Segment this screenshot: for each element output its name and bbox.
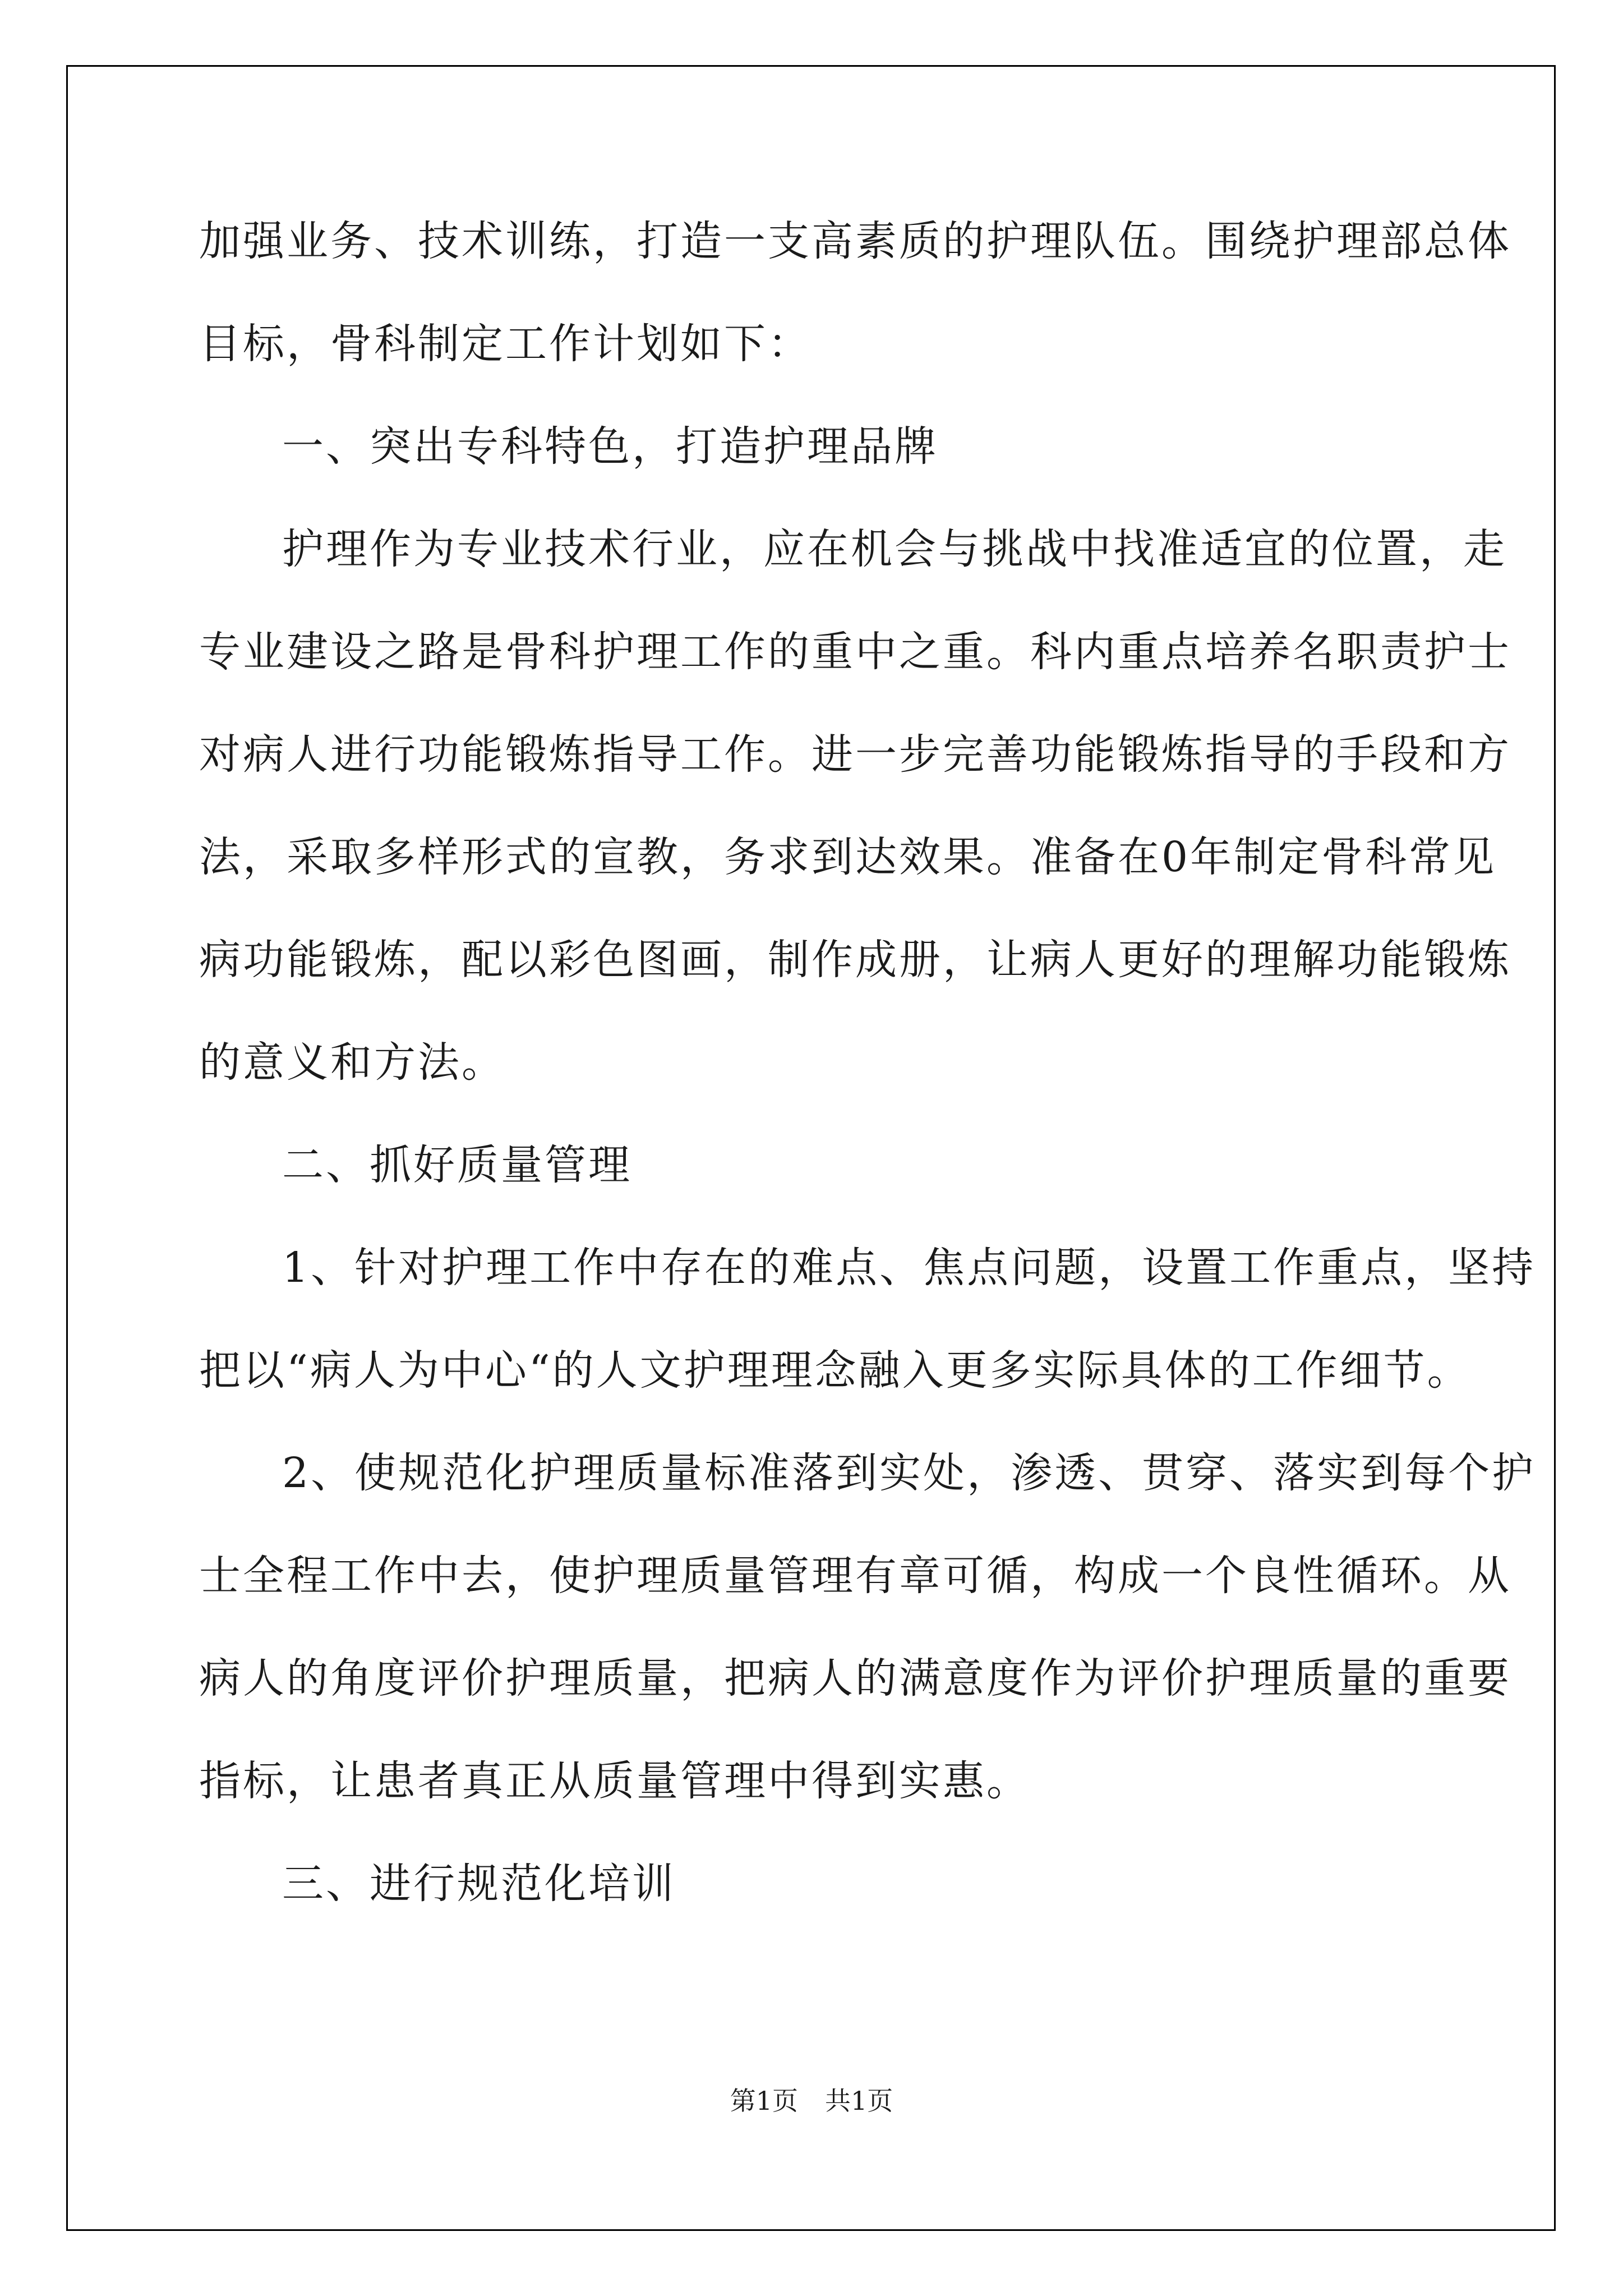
paragraph-line: 病功能锻炼，配以彩色图画，制作成册，让病人更好的理解功能锻炼 [199, 936, 1511, 984]
paragraph-line: 法，采取多样形式的宣教，务求到达效果。准备在0年制定骨科常见 [199, 833, 1497, 881]
paragraph-line: 加强业务、技术训练，打造一支高素质的护理队伍。围绕护理部总体 [199, 217, 1511, 265]
page-number: 第1页 [730, 2086, 798, 2116]
paragraph-line: 护理作为专业技术行业，应在机会与挑战中找准适宜的位置，走 [282, 525, 1507, 573]
paragraph-line: 的意义和方法。 [199, 1038, 505, 1087]
page-footer [0, 2084, 1623, 2118]
paragraph-line: 士全程工作中去，使护理质量管理有章可循，构成一个良性循环。从 [199, 1552, 1511, 1600]
paragraph-line: 目标，骨科制定工作计划如下： [199, 320, 811, 368]
section-heading: 二、抓好质量管理 [282, 1141, 632, 1189]
paragraph-line: 指标，让患者真正从质量管理中得到实惠。 [199, 1757, 1030, 1805]
paragraph-line: 把以“病人为中心“的人文护理理念融入更多实际具体的工作细节。 [199, 1346, 1471, 1395]
paragraph-line: 专业建设之路是骨科护理工作的重中之重。科内重点培养名职责护士 [199, 628, 1511, 676]
section-heading: 三、进行规范化培训 [282, 1860, 676, 1908]
page-total: 共1页 [825, 2086, 893, 2116]
paragraph-line: 病人的角度评价护理质量，把病人的满意度作为评价护理质量的重要 [199, 1654, 1511, 1703]
paragraph-line: 2、使规范化护理质量标准落到实处，渗透、贯穿、落实到每个护 [282, 1449, 1536, 1497]
paragraph-line: 对病人进行功能锻炼指导工作。进一步完善功能锻炼指导的手段和方 [199, 730, 1511, 779]
paragraph-line: 1、针对护理工作中存在的难点、焦点问题，设置工作重点，坚持 [282, 1244, 1536, 1292]
section-heading: 一、突出专科特色，打造护理品牌 [282, 422, 938, 471]
